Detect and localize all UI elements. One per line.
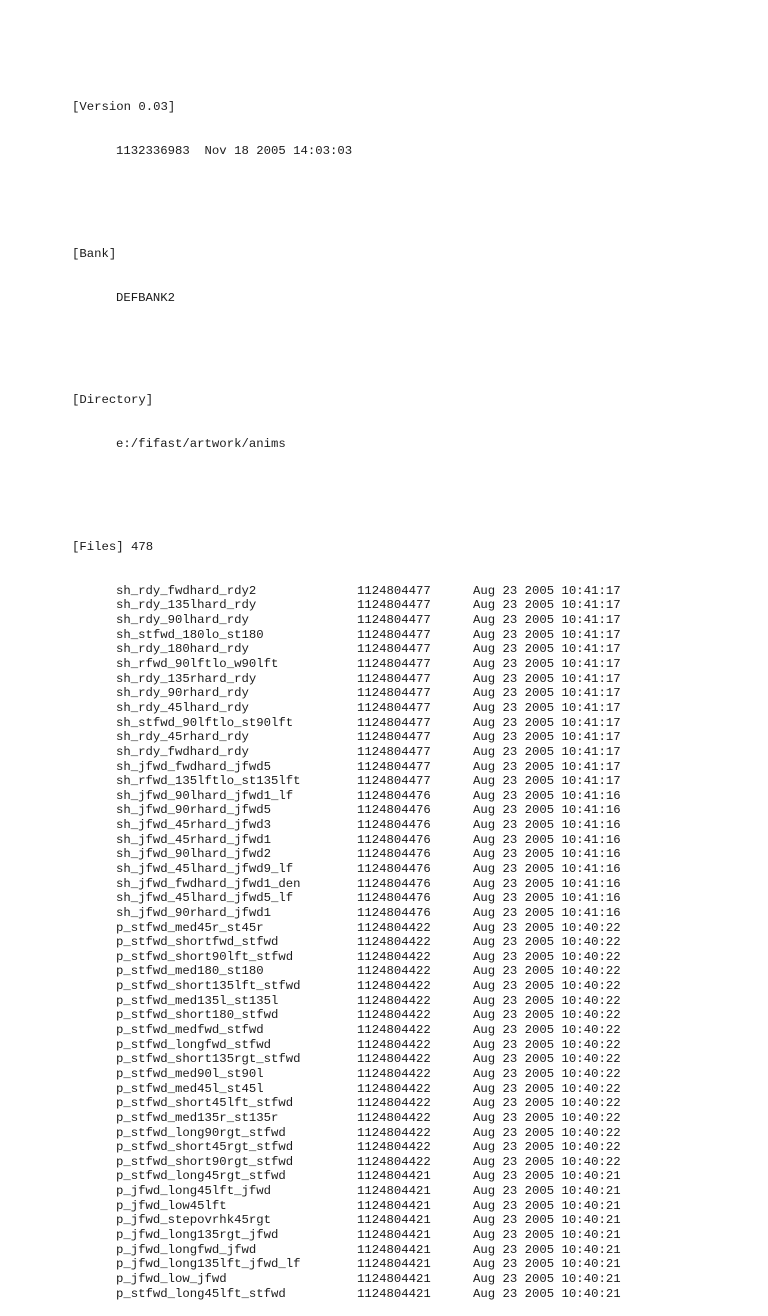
file-date: Aug 23 2005 10:41:16 bbox=[473, 891, 621, 906]
file-row bbox=[72, 891, 712, 906]
file-date: Aug 23 2005 10:40:21 bbox=[473, 1271, 621, 1286]
file-name: sh_stfwd_180lo_st180 bbox=[116, 627, 264, 642]
file-row bbox=[72, 1199, 712, 1214]
file-row bbox=[72, 760, 712, 775]
file-name: p_stfwd_med45r_st45r bbox=[116, 920, 264, 935]
file-date: Aug 23 2005 10:41:17 bbox=[473, 642, 621, 657]
file-name: p_stfwd_med90l_st90l bbox=[116, 1066, 264, 1081]
bank-header: [Bank] bbox=[72, 246, 117, 261]
file-name: p_stfwd_med135l_st135l bbox=[116, 993, 279, 1008]
file-date: Aug 23 2005 10:41:17 bbox=[473, 583, 621, 598]
file-row bbox=[72, 877, 712, 892]
file-date: Aug 23 2005 10:41:16 bbox=[473, 847, 621, 862]
file-date: Aug 23 2005 10:40:21 bbox=[473, 1242, 621, 1257]
file-name: p_stfwd_long45lft_stfwd bbox=[116, 1286, 286, 1301]
file-timestamp-id: 1124804477 bbox=[357, 642, 431, 657]
version-header: [Version 0.03] bbox=[72, 100, 176, 115]
file-date: Aug 23 2005 10:41:16 bbox=[473, 803, 621, 818]
file-date: Aug 23 2005 10:40:22 bbox=[473, 1008, 621, 1023]
file-row bbox=[72, 921, 712, 936]
file-date: Aug 23 2005 10:40:21 bbox=[473, 1257, 621, 1272]
file-date: Aug 23 2005 10:40:21 bbox=[473, 1169, 621, 1184]
file-date: Aug 23 2005 10:40:22 bbox=[473, 920, 621, 935]
file-timestamp-id: 1124804421 bbox=[357, 1169, 431, 1184]
file-date: Aug 23 2005 10:40:22 bbox=[473, 1037, 621, 1052]
file-date: Aug 23 2005 10:40:22 bbox=[473, 1066, 621, 1081]
file-name: p_jfwd_low45lft bbox=[116, 1198, 227, 1213]
file-row bbox=[72, 774, 712, 789]
file-row bbox=[72, 584, 712, 599]
file-timestamp-id: 1124804476 bbox=[357, 803, 431, 818]
file-name: p_jfwd_low_jfwd bbox=[116, 1271, 227, 1286]
file-name: sh_jfwd_45rhard_jfwd3 bbox=[116, 818, 271, 833]
file-date: Aug 23 2005 10:41:17 bbox=[473, 759, 621, 774]
file-timestamp-id: 1124804421 bbox=[357, 1257, 431, 1272]
file-name: p_stfwd_medfwd_stfwd bbox=[116, 1023, 264, 1038]
files-header: [Files] 478 bbox=[72, 539, 154, 554]
file-date: Aug 23 2005 10:41:17 bbox=[473, 686, 621, 701]
file-timestamp-id: 1124804477 bbox=[357, 671, 431, 686]
file-timestamp-id: 1124804422 bbox=[357, 979, 431, 994]
file-row bbox=[72, 1038, 712, 1053]
file-name: p_jfwd_long135rgt_jfwd bbox=[116, 1228, 279, 1242]
file-name: sh_jfwd_90rhard_jfwd5 bbox=[116, 803, 271, 818]
file-date: Aug 23 2005 10:41:16 bbox=[473, 788, 621, 803]
file-date: Aug 23 2005 10:41:16 bbox=[473, 861, 621, 876]
file-row bbox=[72, 1169, 712, 1184]
file-date: Aug 23 2005 10:41:17 bbox=[473, 613, 621, 628]
file-name: p_stfwd_longfwd_stfwd bbox=[116, 1037, 271, 1052]
file-timestamp-id: 1124804422 bbox=[357, 1154, 431, 1169]
file-name: sh_jfwd_90lhard_jfwd1_lf bbox=[116, 788, 294, 803]
file-timestamp-id: 1124804476 bbox=[357, 832, 431, 847]
file-date: Aug 23 2005 10:41:16 bbox=[473, 818, 621, 833]
file-name: sh_stfwd_90lftlo_st90lft bbox=[116, 715, 294, 730]
file-timestamp-id: 1124804422 bbox=[357, 1066, 431, 1081]
spacer bbox=[72, 188, 712, 203]
file-row bbox=[72, 1287, 712, 1302]
file-name: p_stfwd_shortfwd_stfwd bbox=[116, 935, 279, 950]
file-date: Aug 23 2005 10:40:22 bbox=[473, 964, 621, 979]
file-name: p_stfwd_long90rgt_stfwd bbox=[116, 1125, 286, 1140]
file-timestamp-id: 1124804421 bbox=[357, 1184, 431, 1199]
file-name: p_stfwd_med180_st180 bbox=[116, 964, 264, 979]
file-row bbox=[72, 1228, 712, 1243]
file-timestamp-id: 1124804476 bbox=[357, 818, 431, 833]
file-row bbox=[72, 1096, 712, 1111]
file-timestamp-id: 1124804477 bbox=[357, 730, 431, 745]
file-name: p_stfwd_short180_stfwd bbox=[116, 1008, 279, 1023]
document-page bbox=[72, 71, 712, 1316]
file-row bbox=[72, 789, 712, 804]
file-timestamp-id: 1124804422 bbox=[357, 1125, 431, 1140]
file-row bbox=[72, 1111, 712, 1126]
file-timestamp-id: 1124804422 bbox=[357, 1081, 431, 1096]
file-name: sh_rdy_90rhard_rdy bbox=[116, 686, 249, 701]
file-row bbox=[72, 598, 712, 613]
file-row bbox=[72, 1213, 712, 1228]
file-row bbox=[72, 701, 712, 716]
file-name: p_stfwd_short90rgt_stfwd bbox=[116, 1154, 294, 1169]
file-row bbox=[72, 730, 712, 745]
file-name: sh_jfwd_90lhard_jfwd2 bbox=[116, 847, 271, 862]
file-name: sh_jfwd_90rhard_jfwd1 bbox=[116, 905, 271, 920]
file-timestamp-id: 1124804421 bbox=[357, 1213, 431, 1228]
file-row bbox=[72, 950, 712, 965]
file-row bbox=[72, 1184, 712, 1199]
file-date: Aug 23 2005 10:41:17 bbox=[473, 671, 621, 686]
file-timestamp-id: 1124804422 bbox=[357, 993, 431, 1008]
file-name: p_stfwd_short135rgt_stfwd bbox=[116, 1052, 301, 1067]
file-row bbox=[72, 1243, 712, 1258]
file-name: p_jfwd_long135lft_jfwd_lf bbox=[116, 1257, 301, 1272]
file-date: Aug 23 2005 10:40:21 bbox=[473, 1228, 621, 1242]
file-row bbox=[72, 935, 712, 950]
file-row bbox=[72, 1067, 712, 1082]
file-name: sh_rfwd_135lftlo_st135lft bbox=[116, 774, 301, 789]
file-row bbox=[72, 1126, 712, 1141]
file-date: Aug 23 2005 10:41:17 bbox=[473, 700, 621, 715]
file-name: p_jfwd_stepovrhk45rgt bbox=[116, 1213, 271, 1228]
file-timestamp-id: 1124804421 bbox=[357, 1228, 431, 1242]
file-row bbox=[72, 818, 712, 833]
file-name: sh_rdy_45lhard_rdy bbox=[116, 700, 249, 715]
file-name: sh_rdy_135rhard_rdy bbox=[116, 671, 257, 686]
file-date: Aug 23 2005 10:40:22 bbox=[473, 935, 621, 950]
file-timestamp-id: 1124804476 bbox=[357, 876, 431, 891]
file-timestamp-id: 1124804422 bbox=[357, 1110, 431, 1125]
file-date: Aug 23 2005 10:40:22 bbox=[473, 1023, 621, 1038]
file-timestamp-id: 1124804422 bbox=[357, 920, 431, 935]
file-name: p_jfwd_longfwd_jfwd bbox=[116, 1242, 257, 1257]
file-timestamp-id: 1124804422 bbox=[357, 1008, 431, 1023]
file-row bbox=[72, 847, 712, 862]
file-row bbox=[72, 1155, 712, 1170]
file-row bbox=[72, 1008, 712, 1023]
file-timestamp-id: 1124804421 bbox=[357, 1271, 431, 1286]
file-timestamp-id: 1124804422 bbox=[357, 1052, 431, 1067]
file-timestamp-id: 1124804421 bbox=[357, 1198, 431, 1213]
file-timestamp-id: 1124804476 bbox=[357, 905, 431, 920]
directory-value: e:/fifast/artwork/anims bbox=[116, 437, 286, 452]
file-name: sh_rdy_135lhard_rdy bbox=[116, 598, 257, 613]
file-timestamp-id: 1124804477 bbox=[357, 715, 431, 730]
file-row bbox=[72, 862, 712, 877]
file-name: sh_jfwd_45lhard_jfwd9_lf bbox=[116, 861, 294, 876]
file-timestamp-id: 1124804477 bbox=[357, 657, 431, 672]
file-row bbox=[72, 745, 712, 760]
file-name: sh_rfwd_90lftlo_w90lft bbox=[116, 657, 279, 672]
file-timestamp-id: 1124804422 bbox=[357, 964, 431, 979]
file-name: p_stfwd_long45rgt_stfwd bbox=[116, 1169, 286, 1184]
file-row bbox=[72, 1140, 712, 1155]
file-row bbox=[72, 979, 712, 994]
file-timestamp-id: 1124804477 bbox=[357, 583, 431, 598]
file-date: Aug 23 2005 10:41:17 bbox=[473, 730, 621, 745]
file-date: Aug 23 2005 10:40:22 bbox=[473, 1125, 621, 1140]
file-row bbox=[72, 1257, 712, 1272]
file-name: sh_jfwd_45lhard_jfwd5_lf bbox=[116, 891, 294, 906]
file-timestamp-id: 1124804476 bbox=[357, 861, 431, 876]
file-timestamp-id: 1124804477 bbox=[357, 613, 431, 628]
file-row bbox=[72, 672, 712, 687]
file-timestamp-id: 1124804477 bbox=[357, 627, 431, 642]
file-row bbox=[72, 1272, 712, 1287]
file-timestamp-id: 1124804422 bbox=[357, 1140, 431, 1155]
file-timestamp-id: 1124804476 bbox=[357, 891, 431, 906]
file-list bbox=[72, 584, 712, 1301]
file-timestamp-id: 1124804422 bbox=[357, 1096, 431, 1111]
file-date: Aug 23 2005 10:41:16 bbox=[473, 832, 621, 847]
file-timestamp-id: 1124804477 bbox=[357, 744, 431, 759]
file-date: Aug 23 2005 10:40:22 bbox=[473, 1052, 621, 1067]
file-date: Aug 23 2005 10:41:17 bbox=[473, 744, 621, 759]
bank-value: DEFBANK2 bbox=[116, 290, 176, 305]
file-row bbox=[72, 686, 712, 701]
file-timestamp-id: 1124804477 bbox=[357, 700, 431, 715]
file-timestamp-id: 1124804421 bbox=[357, 1242, 431, 1257]
file-date: Aug 23 2005 10:40:21 bbox=[473, 1184, 621, 1199]
file-row bbox=[72, 833, 712, 848]
file-date: Aug 23 2005 10:41:17 bbox=[473, 774, 621, 789]
file-date: Aug 23 2005 10:41:16 bbox=[473, 905, 621, 920]
file-timestamp-id: 1124804422 bbox=[357, 1023, 431, 1038]
file-name: sh_jfwd_45rhard_jfwd1 bbox=[116, 832, 271, 847]
file-name: sh_rdy_45rhard_rdy bbox=[116, 730, 249, 745]
file-timestamp-id: 1124804477 bbox=[357, 598, 431, 613]
file-row bbox=[72, 716, 712, 731]
file-row bbox=[72, 642, 712, 657]
file-date: Aug 23 2005 10:41:17 bbox=[473, 715, 621, 730]
file-date: Aug 23 2005 10:41:17 bbox=[473, 627, 621, 642]
file-name: sh_rdy_90lhard_rdy bbox=[116, 613, 249, 628]
file-name: p_stfwd_short135lft_stfwd bbox=[116, 979, 301, 994]
file-date: Aug 23 2005 10:40:22 bbox=[473, 1081, 621, 1096]
file-row bbox=[72, 613, 712, 628]
file-date: Aug 23 2005 10:41:16 bbox=[473, 876, 621, 891]
file-row bbox=[72, 964, 712, 979]
file-timestamp-id: 1124804422 bbox=[357, 949, 431, 964]
file-name: sh_rdy_fwdhard_rdy bbox=[116, 744, 249, 759]
file-timestamp-id: 1124804422 bbox=[357, 935, 431, 950]
file-date: Aug 23 2005 10:40:22 bbox=[473, 979, 621, 994]
spacer bbox=[72, 335, 712, 350]
spacer bbox=[72, 481, 712, 496]
file-timestamp-id: 1124804477 bbox=[357, 686, 431, 701]
file-row bbox=[72, 1023, 712, 1038]
directory-header: [Directory] bbox=[72, 393, 154, 408]
file-name: p_jfwd_long45lft_jfwd bbox=[116, 1184, 271, 1199]
file-date: Aug 23 2005 10:41:17 bbox=[473, 657, 621, 672]
file-name: p_stfwd_med135r_st135r bbox=[116, 1110, 279, 1125]
file-date: Aug 23 2005 10:40:21 bbox=[473, 1198, 621, 1213]
file-name: p_stfwd_short45lft_stfwd bbox=[116, 1096, 294, 1111]
file-date: Aug 23 2005 10:40:22 bbox=[473, 949, 621, 964]
file-timestamp-id: 1124804476 bbox=[357, 847, 431, 862]
file-date: Aug 23 2005 10:40:22 bbox=[473, 1154, 621, 1169]
file-name: sh_jfwd_fwdhard_jfwd1_den bbox=[116, 876, 301, 891]
file-timestamp-id: 1124804477 bbox=[357, 759, 431, 774]
file-date: Aug 23 2005 10:40:22 bbox=[473, 1110, 621, 1125]
file-row bbox=[72, 1052, 712, 1067]
file-date: Aug 23 2005 10:40:22 bbox=[473, 1140, 621, 1155]
file-date: Aug 23 2005 10:40:21 bbox=[473, 1286, 621, 1301]
file-name: sh_rdy_180hard_rdy bbox=[116, 642, 249, 657]
file-row bbox=[72, 628, 712, 643]
file-name: p_stfwd_short90lft_stfwd bbox=[116, 949, 294, 964]
file-date: Aug 23 2005 10:40:21 bbox=[473, 1213, 621, 1228]
file-row bbox=[72, 906, 712, 921]
file-date: Aug 23 2005 10:41:17 bbox=[473, 598, 621, 613]
file-timestamp-id: 1124804476 bbox=[357, 788, 431, 803]
file-timestamp-id: 1124804477 bbox=[357, 774, 431, 789]
file-name: p_stfwd_short45rgt_stfwd bbox=[116, 1140, 294, 1155]
file-row bbox=[72, 657, 712, 672]
file-row bbox=[72, 1082, 712, 1097]
file-date: Aug 23 2005 10:40:22 bbox=[473, 993, 621, 1008]
file-date: Aug 23 2005 10:40:22 bbox=[473, 1096, 621, 1111]
file-timestamp-id: 1124804421 bbox=[357, 1286, 431, 1301]
file-name: sh_jfwd_fwdhard_jfwd5 bbox=[116, 759, 271, 774]
file-row bbox=[72, 803, 712, 818]
file-name: p_stfwd_med45l_st45l bbox=[116, 1081, 264, 1096]
file-row bbox=[72, 994, 712, 1009]
file-name: sh_rdy_fwdhard_rdy2 bbox=[116, 583, 257, 598]
version-value: 1132336983 Nov 18 2005 14:03:03 bbox=[116, 144, 353, 159]
file-timestamp-id: 1124804422 bbox=[357, 1037, 431, 1052]
